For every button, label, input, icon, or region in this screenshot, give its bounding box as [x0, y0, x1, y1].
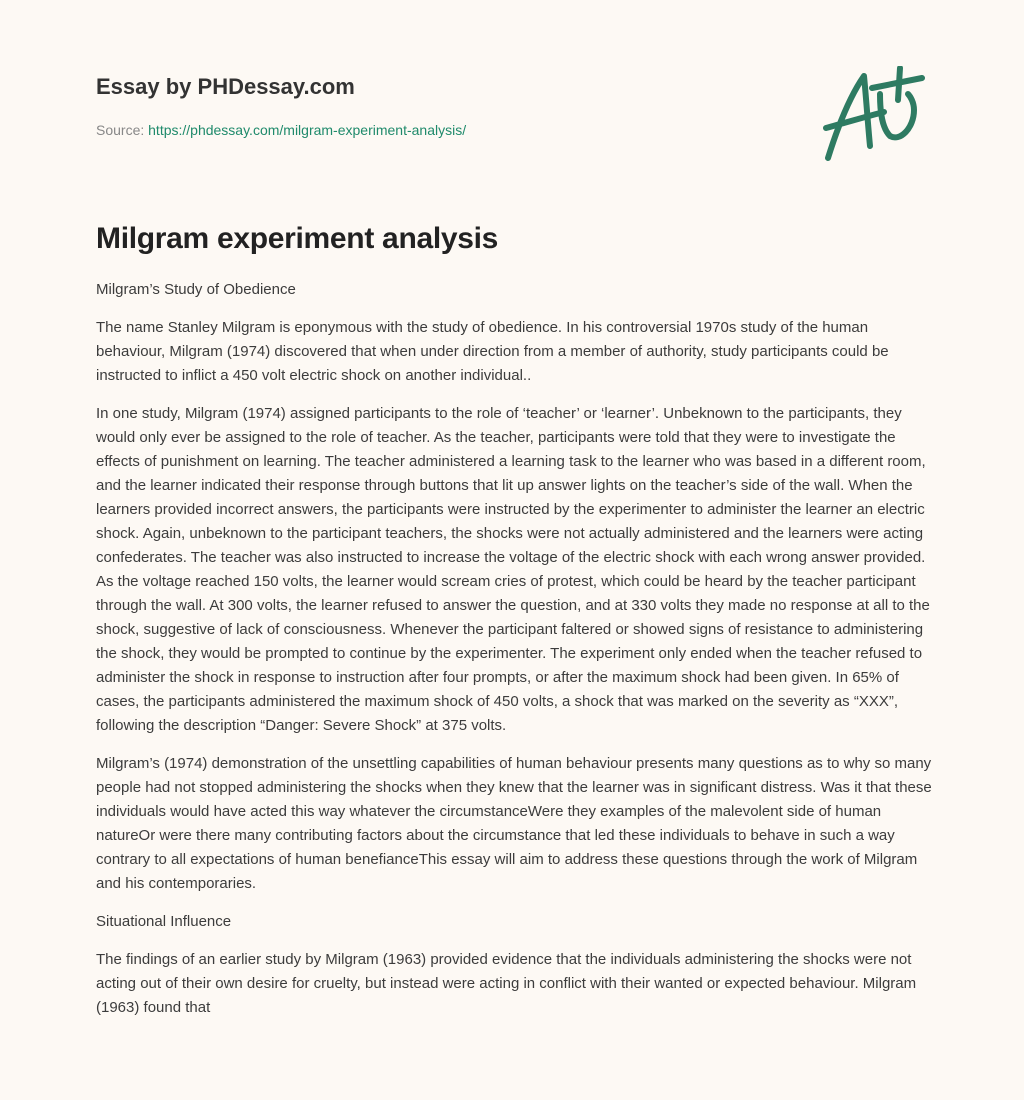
source-line [96, 122, 936, 138]
essay-header [96, 74, 936, 138]
article [96, 222, 932, 1034]
source-link[interactable]: https://phdessay.com/milgram-experiment-analysis/ [148, 122, 467, 138]
paragraph: In one study, Milgram (1974) assigned participants to the role of ‘teacher’ or ‘learner’. Unbeknown to the participants, they would only ever be assigned to the role of teacher. As the teacher, participants were told that they were to investigate the effects of punishment on learning. The teacher administered a learning task to the learner who was based in a different room, and the learner indicated their response through buttons that lit up answer lights on the teacher’s side of the wall. When the learners provided incorrect answers, the participants were instructed by the experimenter to administer the learner an electric shock. Again, unbeknown to the participant teachers, the shocks were not actually administered and the learners were acting confederates. The teacher was also instructed to increase the voltage of the electric shock with each wrong answer provided. As the voltage reached 150 volts, the learner would scream cries of protest, which could be heard by the teacher participant through the wall. At 300 volts, the learner refused to answer the question, and at 330 volts they made no response at all to the shock, suggestive of lack of consciousness. Whenever the participant faltered or showed signs of resistance to administering the shock, they would be prompted to continue by the experimenter. The experiment only ended when the teacher refused to administer the shock in response to instruction after four prompts, or after the maximum shock had been given. In 65% of cases, the participants administered the maximum shock of 450 volts, a shock that was marked on the severity as “XXX”, following the description “Danger: Severe Shock” at 375 volts. [96, 405, 930, 734]
paragraph: Milgram’s (1974) demonstration of the unsettling capabilities of human behaviour presents many questions as to why so many people had not stopped administering the shocks when they knew that the learner was in significant distress. Was it that these individuals would have acted this way whatever the circumstanceWere they examples of the malevolent side of human natureOr were there many contributing factors about the circumstance that led these individuals to behave in such a way contrary to all expectations of human benefianceThis essay will aim to address these questions through the work of Milgram and his contemporaries. [96, 755, 932, 892]
a-plus-logo-icon [818, 66, 930, 166]
paragraph: The name Stanley Milgram is eponymous with the study of obedience. In his controversial 1970s study of the human behaviour, Milgram (1974) discovered that when under direction from a member of authority, study participants could be instructed to inflict a 450 volt electric shock on another individual.. [96, 319, 889, 384]
paragraph: The findings of an earlier study by Milgram (1963) provided evidence that the individuals administering the shocks were not acting out of their own desire for cruelty, but instead were acting in conflict with their wanted or expected behaviour. Milgram (1963) found that [96, 951, 917, 1016]
brand-title: Essay by PHDessay.com [96, 74, 355, 99]
source-label: Source: [96, 122, 145, 138]
subheading-obedience: Milgram’s Study of Obedience [96, 281, 296, 298]
article-title: Milgram experiment analysis [96, 222, 499, 255]
subheading-situational-influence: Situational Influence [96, 913, 232, 930]
